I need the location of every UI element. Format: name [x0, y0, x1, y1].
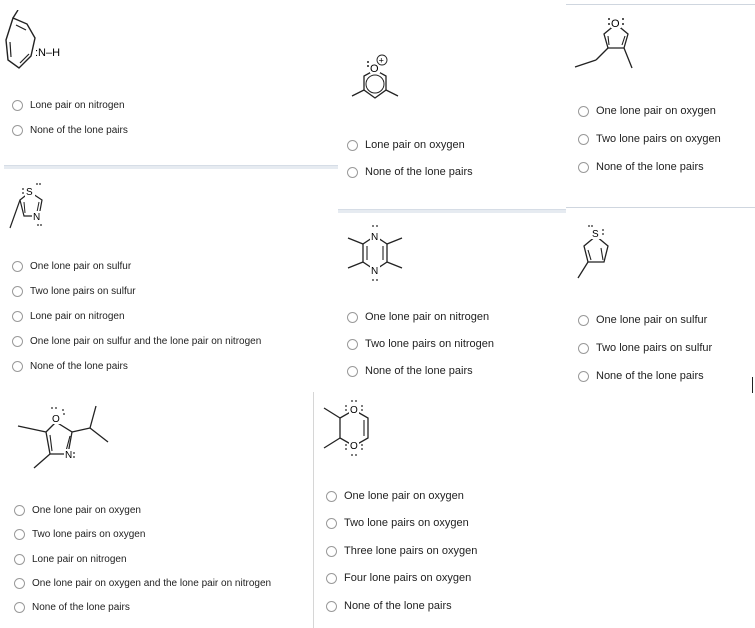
- option-label: Four lone pairs on oxygen: [344, 572, 472, 584]
- option-label: One lone pair on oxygen: [596, 105, 716, 117]
- pyrylium-structure: [340, 50, 420, 110]
- o-label-top: O: [350, 405, 358, 416]
- radio-button[interactable]: [14, 529, 25, 540]
- option-label: Lone pair on nitrogen: [30, 311, 125, 322]
- n-label-bottom: N: [371, 266, 379, 277]
- radio-button[interactable]: [14, 578, 25, 589]
- q7-option-2[interactable]: [14, 529, 145, 540]
- radio-button[interactable]: [578, 343, 589, 354]
- thiophene-structure: [570, 220, 630, 284]
- option-label: Two lone pairs on sulfur: [596, 342, 713, 354]
- radio-button[interactable]: [578, 134, 589, 145]
- q7-option-3[interactable]: [14, 554, 127, 565]
- o-label: O: [370, 63, 379, 75]
- radio-button[interactable]: [14, 505, 25, 516]
- option-label: None of the lone pairs: [344, 600, 452, 612]
- radio-button[interactable]: [14, 554, 25, 565]
- q3-option-3[interactable]: [578, 161, 704, 173]
- thiazole-structure: [2, 180, 62, 236]
- option-label: None of the lone pairs: [365, 365, 473, 377]
- q2-option-1[interactable]: [347, 139, 465, 151]
- option-label: One lone pair on oxygen: [32, 505, 141, 516]
- q8-option-3[interactable]: [326, 545, 477, 557]
- q5-option-2[interactable]: [347, 338, 494, 350]
- radio-button[interactable]: [12, 361, 23, 372]
- option-label: None of the lone pairs: [365, 166, 473, 178]
- radio-button[interactable]: [326, 518, 337, 529]
- option-label: Two lone pairs on oxygen: [596, 133, 721, 145]
- option-label: None of the lone pairs: [596, 161, 704, 173]
- oxazole-structure: [10, 398, 120, 470]
- option-label: Lone pair on oxygen: [365, 139, 465, 151]
- radio-button[interactable]: [326, 491, 337, 502]
- s-label: S: [26, 187, 33, 198]
- o-label: O: [611, 18, 620, 30]
- option-label: None of the lone pairs: [32, 602, 130, 613]
- option-label: Lone pair on nitrogen: [30, 100, 125, 111]
- q7-option-5[interactable]: [14, 602, 130, 613]
- radio-button[interactable]: [578, 162, 589, 173]
- radio-button[interactable]: [326, 546, 337, 557]
- option-label: Three lone pairs on oxygen: [344, 545, 478, 557]
- q8-option-1[interactable]: [326, 490, 464, 502]
- q5-option-3[interactable]: [347, 365, 473, 377]
- q6-option-1[interactable]: [578, 314, 707, 326]
- option-label: Two lone pairs on oxygen: [344, 517, 469, 529]
- charge-label: +: [378, 55, 384, 66]
- q1-option-1[interactable]: [12, 100, 125, 111]
- radio-button[interactable]: [14, 602, 25, 613]
- q5-option-1[interactable]: [347, 311, 489, 323]
- radio-button[interactable]: [326, 601, 337, 612]
- radio-button[interactable]: [12, 336, 23, 347]
- radio-button[interactable]: [347, 339, 358, 350]
- option-label: None of the lone pairs: [596, 370, 704, 382]
- q7-option-1[interactable]: [14, 505, 141, 516]
- q4-option-5[interactable]: [12, 361, 128, 372]
- option-label: One lone pair on oxygen and the lone pair on nitrogen: [32, 578, 272, 589]
- radio-button[interactable]: [578, 315, 589, 326]
- radio-button[interactable]: [12, 311, 23, 322]
- radio-button[interactable]: [578, 106, 589, 117]
- furan-structure: [570, 10, 650, 76]
- q4-option-1[interactable]: [12, 261, 131, 272]
- option-label: One lone pair on sulfur: [30, 261, 132, 272]
- option-label: Two lone pairs on oxygen: [32, 529, 146, 540]
- radio-button[interactable]: [578, 371, 589, 382]
- option-label: None of the lone pairs: [30, 125, 128, 136]
- option-label: One lone pair on nitrogen: [365, 311, 490, 323]
- q4-option-4[interactable]: [12, 336, 261, 347]
- q8-option-4[interactable]: [326, 572, 471, 584]
- s-label: S: [592, 229, 599, 240]
- q1-option-2[interactable]: [12, 125, 128, 136]
- pyrazine-structure: [340, 222, 420, 288]
- radio-button[interactable]: [347, 366, 358, 377]
- radio-button[interactable]: [347, 167, 358, 178]
- option-label: Lone pair on nitrogen: [32, 554, 127, 565]
- q8-option-2[interactable]: [326, 517, 469, 529]
- nh-label: :N–H: [35, 47, 61, 59]
- n-label: N: [65, 450, 73, 461]
- q4-option-2[interactable]: [12, 286, 136, 297]
- q6-option-3[interactable]: [578, 370, 704, 382]
- radio-button[interactable]: [12, 125, 23, 136]
- radio-button[interactable]: [12, 261, 23, 272]
- divider-bottom: [313, 392, 314, 628]
- separator-top-right: [566, 4, 755, 5]
- q8-option-5[interactable]: [326, 600, 452, 612]
- q6-option-2[interactable]: [578, 342, 712, 354]
- option-label: One lone pair on oxygen: [344, 490, 464, 502]
- q7-option-4[interactable]: [14, 578, 271, 589]
- radio-button[interactable]: [12, 286, 23, 297]
- radio-button[interactable]: [326, 573, 337, 584]
- option-label: One lone pair on sulfur: [596, 314, 708, 326]
- separator-left: [4, 165, 338, 169]
- option-label: Two lone pairs on nitrogen: [365, 338, 495, 350]
- q2-option-2[interactable]: [347, 166, 473, 178]
- azepine-structure: [0, 10, 80, 80]
- o-label: O: [52, 414, 60, 425]
- option-label: Two lone pairs on sulfur: [30, 286, 136, 297]
- radio-button[interactable]: [347, 312, 358, 323]
- radio-button[interactable]: [347, 140, 358, 151]
- n-label: N: [33, 212, 41, 223]
- o-label-bottom: O: [350, 441, 358, 452]
- text-cursor: [752, 377, 753, 393]
- separator-right: [566, 207, 755, 208]
- q4-option-3[interactable]: [12, 311, 125, 322]
- option-label: One lone pair on sulfur and the lone pair on nitrogen: [30, 336, 262, 347]
- q3-option-1[interactable]: [578, 105, 716, 117]
- separator-middle: [338, 209, 566, 213]
- dioxin-structure: [318, 396, 388, 462]
- radio-button[interactable]: [12, 100, 23, 111]
- option-label: None of the lone pairs: [30, 361, 128, 372]
- q3-option-2[interactable]: [578, 133, 721, 145]
- n-label-top: N: [371, 232, 379, 243]
